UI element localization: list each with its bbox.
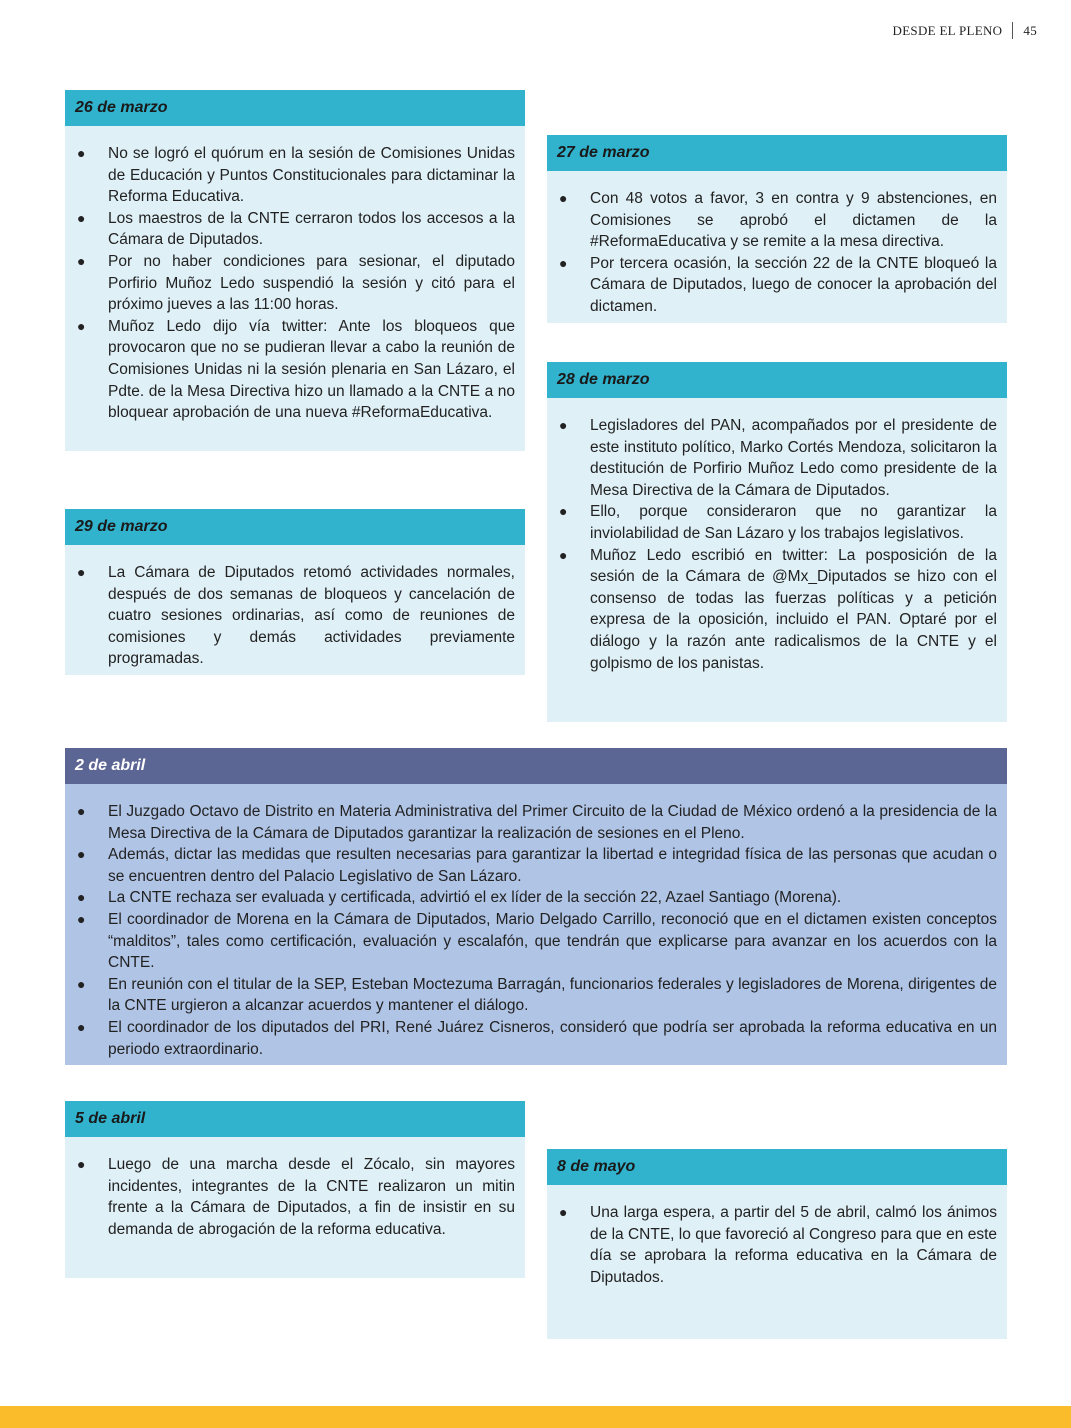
list-item: ● Muñoz Ledo dijo vía twitter: Ante los bloqueos que provocaron que no se pudieran llevar a cabo la reunión de Comisiones Unidas ni la sesión plenaria en San Lázaro, el Pdte. de la Mesa Directiva hizo un llamado a la CNTE a no bloquear aprobación de una nueva #ReformaEducativa. (77, 317, 515, 422)
list-item: ● En reunión con el titular de la SEP, Esteban Moctezuma Barragán, funcionarios federales y legisladores de Morena, dirigentes de la CNTE urgieron a alcanzar acuerdos y mantener el diálogo. (77, 975, 997, 1015)
list-item: ● Legisladores del PAN, acompañados por el presidente de este instituto político, Marko Cortés Mendoza, solicitaron la destitución de Porfirio Muñoz Ledo como presidente de la Mesa Directiva de la Cámara de Diputados. (559, 417, 997, 499)
list-item: ● El coordinador de Morena en la Cámara de Diputados, Mario Delgado Carrillo, reconoció que en el dictamen existen conceptos “malditos”, tales como certificación, evaluación y escalafón, que tendrán que explicarse para avanzar en los acuerdos con la CNTE. (77, 910, 997, 972)
list-item: ● Por no haber condiciones para sesionar, el diputado Porfirio Muñoz Ledo suspendió la sesión y citó para el próximo jueves a las 11:00 horas. (77, 252, 515, 314)
card-date: 29 de marzo (65, 509, 525, 545)
timeline-card-26-marzo (65, 90, 525, 451)
bullet-icon: ● (559, 190, 568, 206)
card-date: 28 de marzo (547, 362, 1007, 398)
list-item: ● La CNTE rechaza ser evaluada y certificada, advirtió el ex líder de la sección 22, Azael Santiago (Morena). (75, 887, 997, 909)
list-item: ● Además, dictar las medidas que resulten necesarias para garantizar la libertad e integridad física de las personas que acudan o se encuentren dentro del Palacio Legislativo de San Lázaro. (77, 846, 997, 885)
bullet-icon: ● (559, 546, 568, 563)
list-item: ● No se logró el quórum en la sesión de Comisiones Unidas de Educación y Puntos Constitucionales para dictaminar la Reforma Educativa. (77, 145, 515, 206)
list-item: ● Muñoz Ledo escribió en twitter: La posposición de la sesión de la Cámara de @Mx_Diputados se hizo con el consenso de todas las fuerzas políticas y a petición expresa de la oposición, incluido el PAN. Optaré por el diálogo y la razón ante radicalismos de la CNTE y el golpismo de los panistas. (559, 546, 997, 672)
bullet-icon: ● (77, 803, 86, 819)
timeline-card-27-marzo (547, 135, 1007, 323)
timeline-card-2-abril (65, 748, 1007, 1065)
bullet-icon: ● (77, 910, 86, 927)
bullet-icon: ● (77, 317, 86, 334)
page-number: 45 (1023, 22, 1037, 38)
card-date: 5 de abril (65, 1101, 525, 1137)
list-item: ● Ello, porque consideraron que no garantizar la inviolabilidad de San Lázaro y los trabajos legislativos. (559, 503, 997, 542)
bullet-icon: ● (77, 889, 86, 906)
card-date: 26 de marzo (65, 90, 525, 126)
bullet-icon: ● (77, 252, 86, 269)
timeline-card-29-marzo (65, 509, 525, 675)
bullet-list (547, 1185, 1007, 1288)
timeline-card-5-abril (65, 1101, 525, 1278)
list-item: ● Una larga espera, a partir del 5 de abril, calmó los ánimos de la CNTE, lo que favoreció al Congreso para que en este día se aprobara la reforma educativa en la Cámara de Diputados. (559, 1204, 997, 1286)
bullet-list (65, 1137, 525, 1240)
section-title: DESDE EL PLENO (892, 22, 1003, 38)
card-date: 2 de abril (65, 748, 1007, 784)
list-item: ● Luego de una marcha desde el Zócalo, sin mayores incidentes, integrantes de la CNTE realizaron un mitin frente a la Cámara de Diputados, a fin de insistir en su demanda de abrogación de la reforma educativa. (77, 1156, 515, 1238)
footer-accent-bar (0, 1406, 1071, 1428)
list-item: ● Los maestros de la CNTE cerraron todos los accesos a la Cámara de Diputados. (77, 209, 515, 249)
list-item: ● La Cámara de Diputados retomó actividades normales, después de dos semanas de bloqueos y cancelación de cuatro sesiones ordinarias, así como de reuniones de comisiones y demás actividades previamente programadas. (77, 564, 515, 668)
list-item: ● Por tercera ocasión, la sección 22 de la CNTE bloqueó la Cámara de Diputados, luego de conocer la aprobación del dictamen. (559, 254, 997, 315)
running-header (893, 22, 1038, 39)
header-divider (1012, 22, 1013, 39)
bullet-icon: ● (559, 1204, 568, 1220)
list-item: ● Con 48 votos a favor, 3 en contra y 9 abstenciones, en Comisiones se aprobó el dictamen de la #ReformaEducativa y se remite a la mesa directiva. (559, 190, 997, 251)
bullet-list (547, 398, 1007, 674)
bullet-icon: ● (559, 417, 568, 433)
bullet-icon: ● (559, 254, 568, 271)
bullet-list (65, 784, 1007, 1060)
list-item: ● El Juzgado Octavo de Distrito en Materia Administrativa del Primer Circuito de la Ciudad de México ordenó a la presidencia de la Mesa Directiva de la Cámara de Diputados garantizar la realización de sesiones en el Pleno. (77, 803, 997, 842)
bullet-icon: ● (77, 564, 86, 580)
bullet-list (65, 545, 525, 670)
bullet-icon: ● (77, 209, 86, 226)
bullet-icon: ● (77, 1018, 86, 1035)
bullet-list (65, 126, 525, 424)
bullet-icon: ● (77, 975, 86, 992)
bullet-icon: ● (559, 503, 568, 520)
bullet-list (547, 171, 1007, 318)
bullet-icon: ● (77, 846, 86, 863)
bullet-icon: ● (77, 145, 86, 161)
timeline-card-28-marzo (547, 362, 1007, 722)
timeline-card-8-mayo (547, 1149, 1007, 1339)
list-item: ● El coordinador de los diputados del PRI, René Juárez Cisneros, consideró que podría ser aprobada la reforma educativa en un periodo extraordinario. (77, 1018, 997, 1058)
bullet-icon: ● (77, 1156, 86, 1172)
card-date: 8 de mayo (547, 1149, 1007, 1185)
card-date: 27 de marzo (547, 135, 1007, 171)
